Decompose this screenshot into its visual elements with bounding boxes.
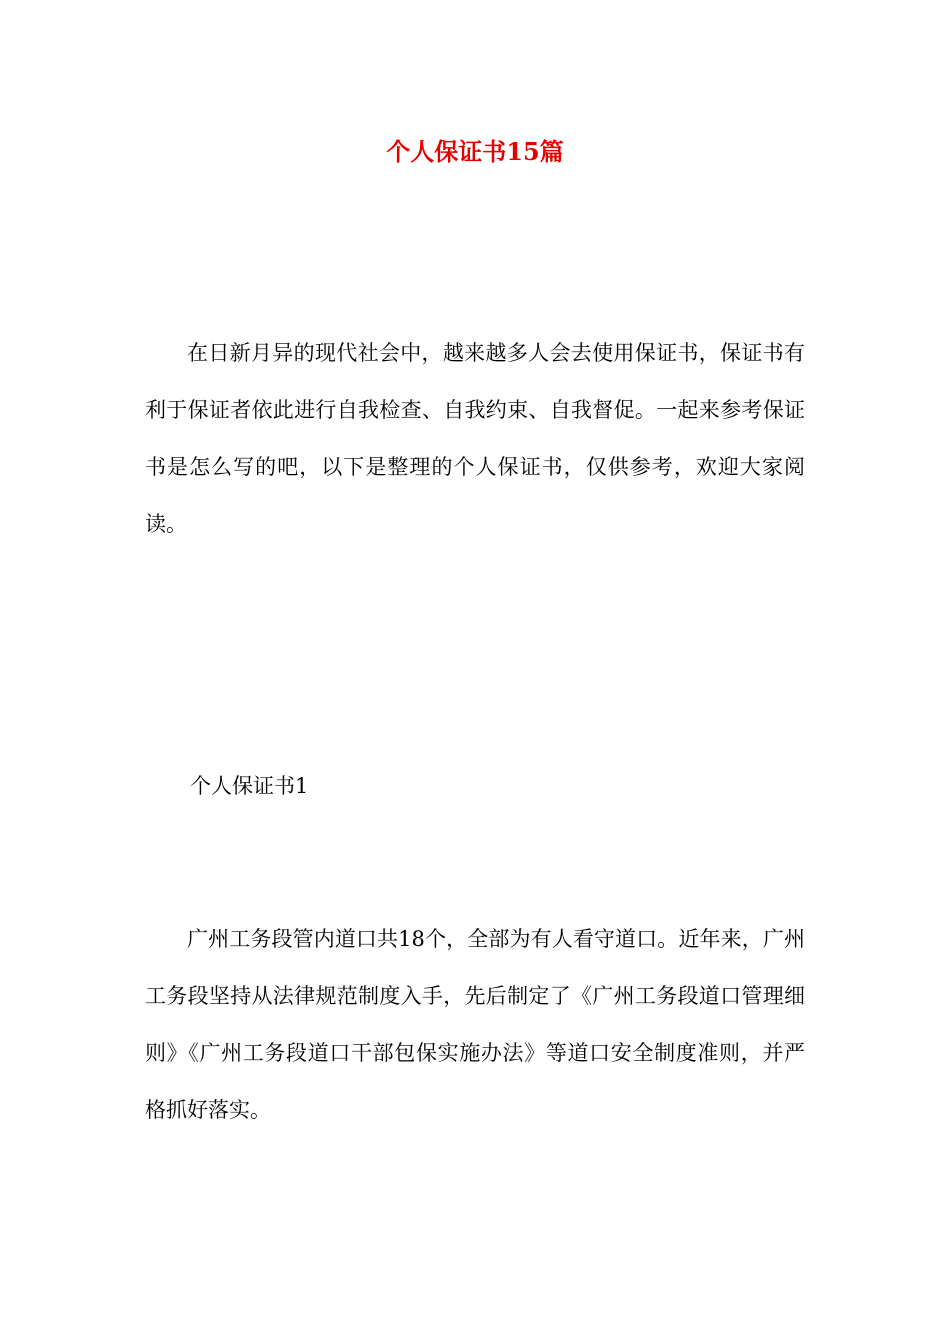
section-heading: 个人保证书1 [190,774,309,798]
document-title: 个人保证书15篇 [386,137,564,166]
intro-paragraph: 在日新月异的现代社会中，越来越多人会去使用保证书，保证书有利于保证者依此进行自我检查、自我约束、自我督促。一起来参考保证书是怎么写的吧，以下是整理的个人保证书，仅供参考，欢迎大家阅读。 [145,341,805,536]
section-body-paragraph: 广州工务段管内道口共18个，全部为有人看守道口。近年来，广州工务段坚持从法律规范制度入手，先后制定了《广州工务段道口管理细则》《广州工务段道口干部包保实施办法》等道口安全制度准则，并严格抓好落实。 [145,927,805,1122]
